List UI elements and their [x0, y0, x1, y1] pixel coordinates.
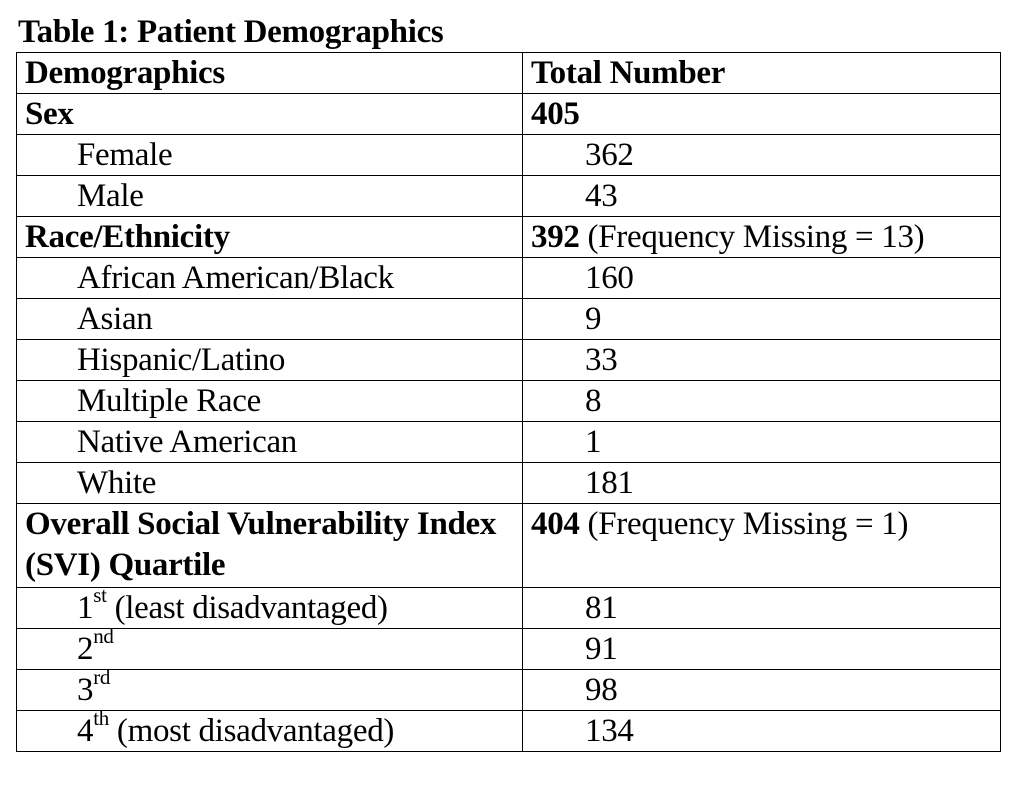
- row-label: Multiple Race: [17, 381, 523, 422]
- table-caption: Table 1: Patient Demographics: [18, 14, 444, 50]
- total-value: 404: [531, 506, 580, 542]
- row-value: 98: [523, 670, 1001, 711]
- table-row: [17, 340, 1001, 381]
- quartile-number: 4: [77, 713, 94, 749]
- row-value: 362: [523, 135, 1001, 176]
- section-row-svi: [17, 504, 1001, 588]
- table-row: [17, 381, 1001, 422]
- row-value: 8: [523, 381, 1001, 422]
- section-row-sex: [17, 94, 1001, 135]
- ordinal-suffix: st: [93, 587, 107, 607]
- row-value: 134: [523, 711, 1001, 752]
- row-value: 160: [523, 258, 1001, 299]
- ordinal-suffix: th: [93, 710, 109, 730]
- row-label: Male: [17, 176, 523, 217]
- row-value: 91: [523, 629, 1001, 670]
- section-row-race: [17, 217, 1001, 258]
- row-value: 33: [523, 340, 1001, 381]
- row-label: [17, 588, 523, 629]
- table-row: [17, 711, 1001, 752]
- table-row: [17, 299, 1001, 340]
- section-label: Overall Social Vulnerability Index (SVI) Quartile: [17, 504, 523, 588]
- row-label: [17, 711, 523, 752]
- header-demographics: Demographics: [17, 53, 523, 94]
- table-row: [17, 422, 1001, 463]
- table-header-row: [17, 53, 1001, 94]
- demographics-table: [16, 52, 1001, 752]
- header-total-number: Total Number: [523, 53, 1001, 94]
- section-total: [523, 94, 1001, 135]
- section-total: [523, 504, 1001, 588]
- table-row: [17, 670, 1001, 711]
- quartile-description: (least disadvantaged): [106, 590, 388, 626]
- ordinal-suffix: nd: [93, 628, 114, 648]
- quartile-number: 3: [77, 672, 94, 708]
- table-row: [17, 629, 1001, 670]
- total-value: 392: [531, 219, 580, 255]
- quartile-description: (most disadvantaged): [108, 713, 395, 749]
- missing-note: (Frequency Missing = 1): [579, 506, 909, 542]
- table-row: [17, 258, 1001, 299]
- row-label: Female: [17, 135, 523, 176]
- quartile-number: 1: [77, 590, 94, 626]
- section-label: Sex: [17, 94, 523, 135]
- ordinal-suffix: rd: [93, 669, 111, 689]
- row-label: [17, 670, 523, 711]
- missing-note: (Frequency Missing = 13): [579, 219, 925, 255]
- table-row: [17, 463, 1001, 504]
- row-label: [17, 629, 523, 670]
- quartile-number: 2: [77, 631, 94, 667]
- row-value: 43: [523, 176, 1001, 217]
- row-label: Asian: [17, 299, 523, 340]
- row-label: Hispanic/Latino: [17, 340, 523, 381]
- table-row: [17, 176, 1001, 217]
- table-row: [17, 135, 1001, 176]
- row-value: 9: [523, 299, 1001, 340]
- row-value: 81: [523, 588, 1001, 629]
- table-row: [17, 588, 1001, 629]
- row-label: African American/Black: [17, 258, 523, 299]
- total-value: 405: [531, 96, 580, 132]
- section-label: Race/Ethnicity: [17, 217, 523, 258]
- row-label: White: [17, 463, 523, 504]
- row-label: Native American: [17, 422, 523, 463]
- section-total: [523, 217, 1001, 258]
- row-value: 181: [523, 463, 1001, 504]
- row-value: 1: [523, 422, 1001, 463]
